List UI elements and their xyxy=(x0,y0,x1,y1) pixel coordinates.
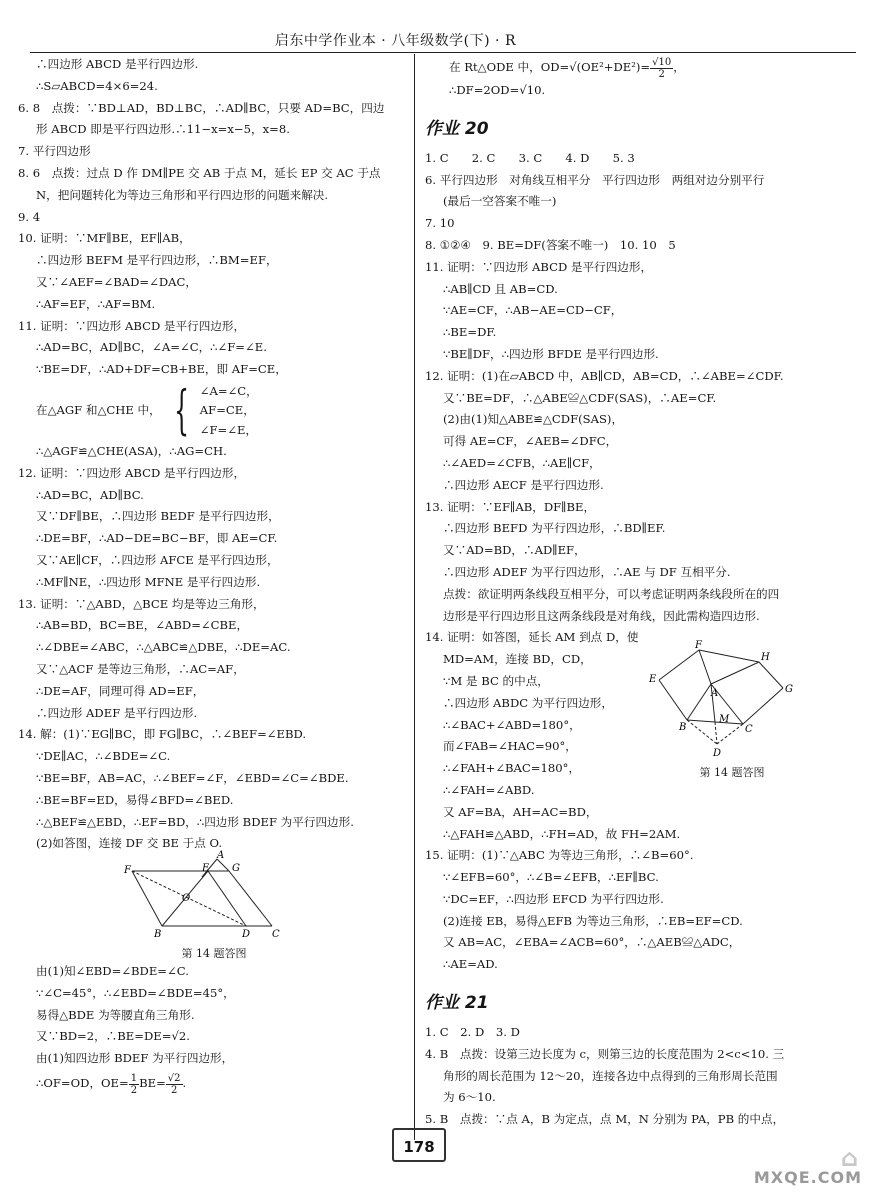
text-line: ∴△AGF≌△CHE(ASA)，∴AG=CH. xyxy=(36,443,227,458)
text-fragment: ∴OF=OD，OE= xyxy=(36,1076,129,1091)
text-line: ∵DE∥AC，∴∠BDE=∠C. xyxy=(36,749,171,764)
text-line: 8. ①②④ 9. BE=DF(答案不唯一) 10. 10 5 xyxy=(425,237,676,252)
fraction-denominator: 2 xyxy=(658,68,665,80)
point-label: E xyxy=(649,674,657,685)
section-heading-21: 作业 21 xyxy=(425,993,489,1014)
text-line: ∴四边形 ADEF 是平行四边形. xyxy=(36,705,198,720)
fraction-numerator: √2 xyxy=(167,1072,181,1084)
brace-system xyxy=(18,381,410,441)
text-line: 14. 证明：如答图，延长 AM 到点 D，使 xyxy=(425,630,639,645)
text-line: ∴AD=BC，AD∥BC，∠A=∠C，∴∠F=∠E. xyxy=(36,340,267,355)
text-line: 11. 证明：∵四边形 ABCD 是平行四边形， xyxy=(425,259,653,274)
point-label: F xyxy=(124,865,131,877)
text-line: ∴∠FAH+∠BAC=180°， xyxy=(443,761,581,776)
brace-lines xyxy=(200,382,258,441)
figure-14-left xyxy=(18,850,410,961)
text-line: 边形是平行四边形且这两条线段是对角线，因此需构造四边形. xyxy=(443,608,760,623)
left-column xyxy=(18,54,410,1140)
text-line: ∴AB=BD，BC=BE，∠ABD=∠CBE， xyxy=(36,618,249,633)
column-divider xyxy=(414,54,415,1140)
text-line: (2)由(1)知△ABE≌△CDF(SAS)， xyxy=(443,412,624,427)
text-line: ∵BE=DF，∴AD+DF=CB+BE，即 AF=CE， xyxy=(36,362,287,377)
text-line: 12. 证明：(1)在▱ABCD 中，AB∥CD，AB=CD，∴∠ABE=∠CDF. xyxy=(425,368,784,383)
text-line: ∵∠C=45°，∴∠EBD=∠BDE=45°， xyxy=(36,985,235,1000)
text-line: 12. 证明：∵四边形 ABCD 是平行四边形， xyxy=(18,465,246,480)
text-line: 由(1)知四边形 BDEF 为平行四边形， xyxy=(36,1051,234,1066)
point-label: H xyxy=(761,652,770,663)
text-line: 10. 证明：∵MF∥BE，EF∥AB， xyxy=(18,231,191,246)
text-line: 又 AB=AC，∠EBA=∠ACB=60°，∴△AEB≌△ADC， xyxy=(443,935,741,950)
text-line: ∴BE=DF. xyxy=(443,325,497,340)
text-line: ∴∠FAH=∠ABD. xyxy=(443,782,535,797)
figure-14-right xyxy=(647,640,847,780)
text-line: 又∵BE=DF，∴△ABE≌△CDF(SAS)，∴AE=CF. xyxy=(443,390,717,405)
point-label: M xyxy=(719,714,730,725)
text-fragment: . xyxy=(182,1076,187,1091)
text-line: 6. 平行四边形 对角线互相平分 平行四边形 两组对边分别平行 xyxy=(425,172,765,187)
figure-caption: 第 14 题答图 xyxy=(181,947,247,961)
watermark-logo-icon: ⌂ xyxy=(840,1144,858,1172)
point-label: F xyxy=(695,640,702,651)
text-line: ∴AF=EF，∴AF=BM. xyxy=(36,296,156,311)
text-line: ∴AD=BC，AD∥BC. xyxy=(36,487,144,502)
text-line: ∴四边形 AECF 是平行四边形. xyxy=(443,477,604,492)
text-line: ∴∠BAC+∠ABD=180°， xyxy=(443,717,581,732)
text-line: ∵AE=CF，∴AB−AE=CD−CF， xyxy=(443,303,623,318)
figure-caption: 第 14 题答图 xyxy=(699,766,765,779)
fraction-denominator: 2 xyxy=(170,1084,178,1096)
header-rule xyxy=(30,52,856,53)
page-number: 178 xyxy=(392,1128,446,1162)
text-line: ∴△BEF≌△EBD，∴EF=BD，∴四边形 BDEF 为平行四边形. xyxy=(36,814,354,829)
geometry-diagram xyxy=(114,850,314,941)
text-line: ∴△FAH≌△ABD，∴FH=AD，故 FH=2AM. xyxy=(443,826,681,841)
text-line: ∠F=∠E， xyxy=(199,422,258,437)
text-line: ∴四边形 ABDC 为平行四边形， xyxy=(443,695,613,710)
text-line: 6. 8 点拨：∵BD⊥AD，BD⊥BC，∴AD∥BC，只要 AD=BC，四边 xyxy=(18,100,385,115)
text-line: ∵BE=BF，AB=AC，∴∠BEF=∠F，∠EBD=∠C=∠BDE. xyxy=(36,770,349,785)
watermark-text: MXQE.COM xyxy=(753,1168,862,1187)
text-line: 15. 证明：(1)∵△ABC 为等边三角形，∴∠B=60°. xyxy=(425,848,694,863)
text-line: 13. 证明：∵EF∥AB，DF∥BE， xyxy=(425,499,596,514)
text-line: AF=CE， xyxy=(199,403,255,418)
text-line: (2)如答图，连接 DF 交 BE 于点 O. xyxy=(36,836,223,851)
page-header xyxy=(30,30,856,50)
text-line: ∴四边形 BEFM 是平行四边形，∴BM=EF， xyxy=(36,253,278,268)
text-line: ∵BE∥DF，∴四边形 BFDE 是平行四边形. xyxy=(443,346,659,361)
text-line: 9. 4 xyxy=(18,209,41,224)
text-line: 由(1)知∠EBD=∠BDE=∠C. xyxy=(36,964,189,979)
text-line: 又∵DF∥BE，∴四边形 BEDF 是平行四边形， xyxy=(36,509,280,524)
text-line: 形 ABCD 即是平行四边形.∴11−x=x−5，x=8. xyxy=(36,122,290,137)
text-line: 角形的周长范围为 12～20，连接各边中点得到的三角形周长范围 xyxy=(443,1068,778,1083)
text-line: ∵∠EFB=60°，∴∠B=∠EFB，∴EF∥BC. xyxy=(443,870,659,885)
text-line: 又∵AE∥CF，∴四边形 AFCE 是平行四边形， xyxy=(36,552,279,567)
text-line: ∵DC=EF，∴四边形 EFCD 为平行四边形. xyxy=(443,891,664,906)
text-line: ∴DF=2OD=√10. xyxy=(449,83,546,97)
text-line: 点拨：欲证明两条线段互相平分，可以考虑证明两条线段所在的四 xyxy=(443,586,780,601)
text-line: ∠A=∠C， xyxy=(199,383,258,398)
text-line: ∴BE=BF=ED，易得∠BFD=∠BED. xyxy=(36,792,234,807)
text-line: 14. 解：(1)∵EG∥BC，即 FG∥BC，∴∠BEF=∠EBD. xyxy=(18,727,307,742)
text-line: 8. 6 点拨：过点 D 作 DM∥PE 交 AB 于点 M，延长 EP 交 AC 于点 xyxy=(18,165,381,180)
point-label: C xyxy=(745,724,753,735)
point-label: E xyxy=(202,863,210,875)
text-line xyxy=(18,1070,410,1096)
point-label: G xyxy=(232,863,240,875)
text-line: ∴AE=AD. xyxy=(443,957,498,972)
text-line: N，把问题转化为等边三角形和平行四边形的问题来解决. xyxy=(36,187,329,202)
right-column xyxy=(425,54,850,1140)
text-line: 13. 证明：∵△ABD，△BCE 均是等边三角形， xyxy=(18,596,265,611)
text-line: 5. B 点拨：∵点 A，B 为定点，点 M，N 分别为 PA，PB 的中点， xyxy=(425,1112,785,1127)
text-line: 11. 证明：∵四边形 ABCD 是平行四边形， xyxy=(18,318,246,333)
text-line xyxy=(425,54,850,80)
watermark xyxy=(742,1146,862,1190)
point-label: O xyxy=(182,893,191,905)
geometry-diagram xyxy=(647,640,817,760)
text-line: 可得 AE=CF，∠AEB=∠DFC， xyxy=(443,434,618,449)
text-fragment: 在 Rt△ODE 中，OD=√(OE²+DE²)= xyxy=(449,60,651,74)
point-label: B xyxy=(154,929,162,941)
point-label: G xyxy=(785,684,793,695)
text-line: 7. 10 xyxy=(425,216,455,231)
text-line: 又∵AD=BD，∴AD∥EF， xyxy=(443,543,586,558)
text-line: ∴AB∥CD 且 AB=CD. xyxy=(443,281,558,296)
brace-prefix: 在△AGF 和△CHE 中， xyxy=(36,403,161,418)
point-label: C xyxy=(272,929,280,941)
fraction xyxy=(166,1073,183,1096)
text-line: ∴DE=BF，∴AD−DE=BC−BF，即 AE=CF. xyxy=(36,531,278,546)
text-line: ∵M 是 BC 的中点， xyxy=(443,673,549,688)
text-line: 4. B 点拨：设第三边长度为 c，则第三边的长度范围为 2<c<10. 三 xyxy=(425,1046,785,1061)
text-line: (2)连接 EB，易得△EFB 为等边三角形，∴EB=EF=CD. xyxy=(443,913,743,928)
text-line: ∴四边形 ADEF 为平行四边形，∴AE 与 DF 互相平分. xyxy=(443,564,731,579)
text-line: 易得△BDE 为等腰直角三角形. xyxy=(36,1007,195,1022)
section-heading-20: 作业 20 xyxy=(425,118,489,139)
text-line: 又 AF=BA，AH=AC=BD， xyxy=(443,804,598,819)
text-line: MD=AM，连接 BD，CD， xyxy=(443,652,592,667)
text-line: 1. C 2. D 3. D xyxy=(425,1025,520,1040)
text-line: ∴DE=AF，同理可得 AD=EF， xyxy=(36,683,205,698)
text-line: ∴∠AED=∠CFB，∴AE∥CF， xyxy=(443,455,601,470)
text-line: 1. C 2. C 3. C 4. D 5. 3 xyxy=(425,150,635,165)
text-line: 为 6～10. xyxy=(443,1090,496,1105)
text-line: ∴∠DBE=∠ABC，∴△ABC≌△DBE，∴DE=AC. xyxy=(36,640,291,655)
text-line: ∴MF∥NE，∴四边形 MFNE 是平行四边形. xyxy=(36,574,261,589)
fraction-denominator: 2 xyxy=(130,1084,138,1096)
text-line: (最后一空答案不唯一) xyxy=(443,194,557,209)
point-label: A xyxy=(217,850,225,862)
text-fragment: ， xyxy=(673,60,685,74)
fraction-numerator: 1 xyxy=(130,1072,138,1084)
left-brace: { xyxy=(173,380,189,441)
point-label: B xyxy=(679,722,687,733)
text-fragment: BE= xyxy=(139,1076,166,1091)
text-line: ∴四边形 ABCD 是平行四边形. xyxy=(36,57,199,71)
text-line: 又∵△ACF 是等边三角形，∴AC=AF， xyxy=(36,661,245,676)
text-line: ∴四边形 BEFD 为平行四边形，∴BD∥EF. xyxy=(443,521,666,536)
text-line: 又∵BD=2，∴BE=DE=√2. xyxy=(36,1029,190,1044)
fraction-numerator: √10 xyxy=(652,56,672,68)
text-line: 又∵∠AEF=∠BAD=∠DAC， xyxy=(36,274,197,289)
point-label: D xyxy=(242,929,251,941)
point-label: D xyxy=(713,748,722,759)
fraction xyxy=(650,57,673,80)
book-title: 启东中学作业本 · 八年级数学(下) · R xyxy=(274,33,516,49)
point-label: A xyxy=(711,688,719,699)
text-line: 7. 平行四边形 xyxy=(18,144,91,159)
text-line: 而∠FAB=∠HAC=90°， xyxy=(443,739,577,754)
text-line: ∴S▱ABCD=4×6=24. xyxy=(36,78,158,93)
fraction xyxy=(129,1073,139,1096)
